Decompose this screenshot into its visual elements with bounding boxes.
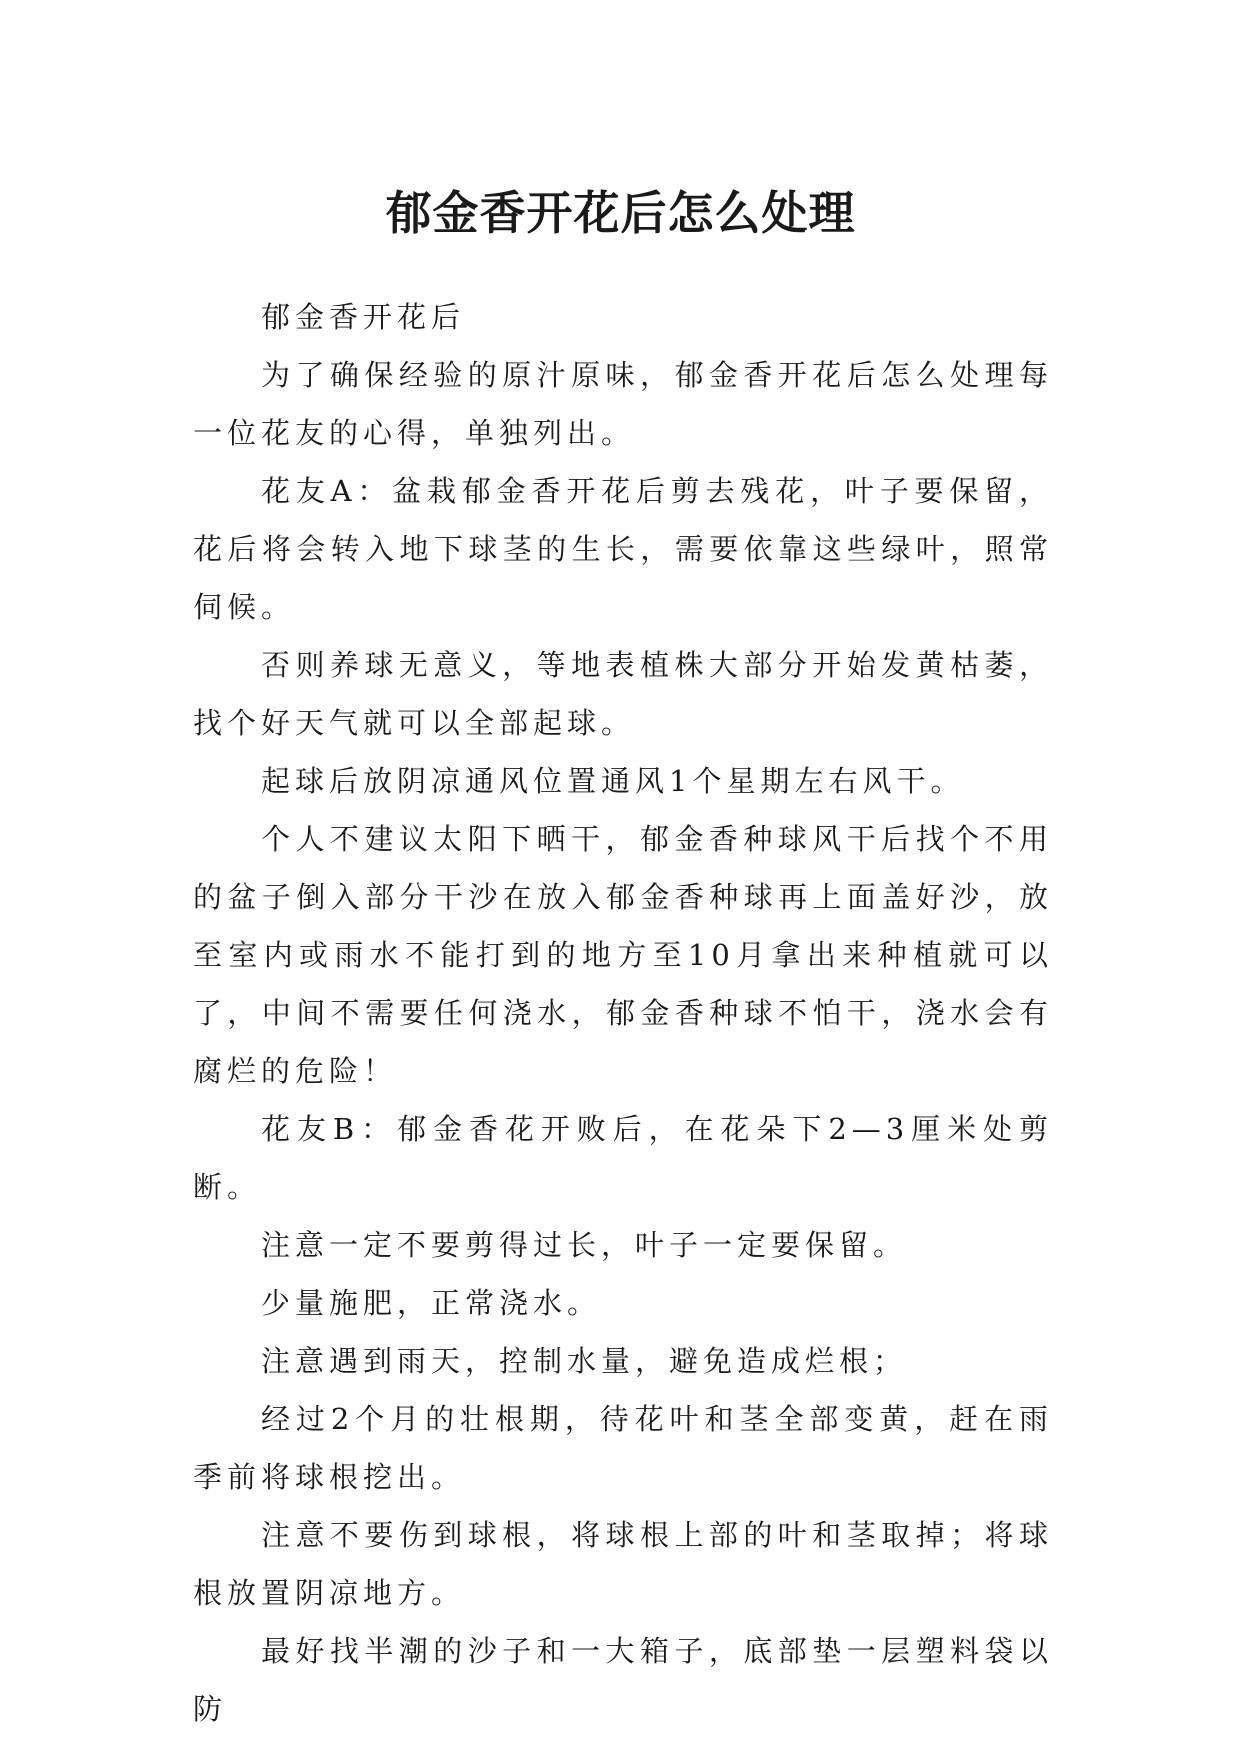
paragraph: 花友A：盆栽郁金香开花后剪去残花，叶子要保留，花后将会转入地下球茎的生长，需要依靠这些绿叶，照常伺候。 [193, 474, 1053, 624]
paragraph: 为了确保经验的原汁原味，郁金香开花后怎么处理每一位花友的心得，单独列出。 [193, 358, 1053, 450]
paragraph: 经过2个月的壮根期，待花叶和茎全部变黄，赶在雨季前将球根挖出。 [193, 1402, 1053, 1494]
paragraph: 注意遇到雨天，控制水量，避免造成烂根； [261, 1344, 908, 1378]
paragraph: 起球后放阴凉通风位置通风1个星期左右风干。 [261, 764, 965, 798]
paragraph: 个人不建议太阳下晒干，郁金香种球风干后找个不用的盆子倒入部分干沙在放入郁金香种球再上面盖好沙，放至室内或雨水不能打到的地方至10月拿出来种植就可以了，中间不需要任何浇水，郁金香种球不怕干，浇水会有腐烂的危险！ [193, 822, 1053, 1088]
paragraph: 最好找半潮的沙子和一大箱子，底部垫一层塑料袋以防 [193, 1634, 1053, 1726]
paragraph: 郁金香开花后 [261, 300, 466, 334]
paragraph: 否则养球无意义，等地表植株大部分开始发黄枯萎，找个好天气就可以全部起球。 [193, 648, 1053, 740]
paragraph: 少量施肥，正常浇水。 [261, 1286, 602, 1320]
paragraph: 注意不要伤到球根，将球根上部的叶和茎取掉；将球根放置阴凉地方。 [193, 1518, 1053, 1610]
paragraph: 注意一定不要剪得过长，叶子一定要保留。 [261, 1228, 908, 1262]
document-body [193, 288, 1053, 1738]
document-title: 郁金香开花后怎么处理 [385, 185, 856, 240]
paragraph: 花友B：郁金香花开败后，在花朵下2—3厘米处剪断。 [193, 1112, 1053, 1204]
